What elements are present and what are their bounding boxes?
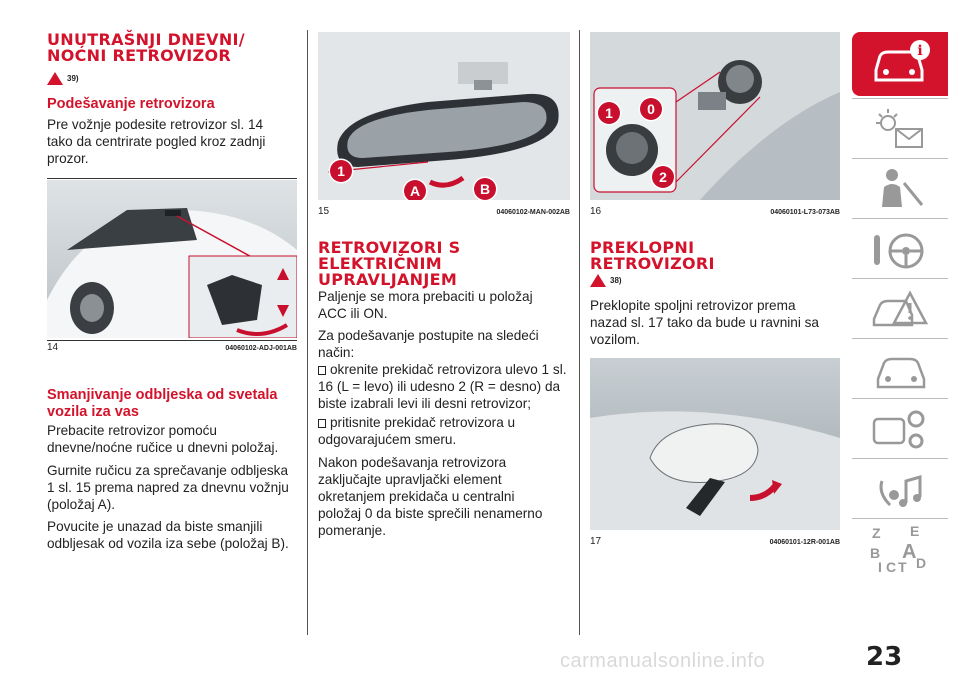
index-letter: T — [898, 559, 907, 575]
figure-17-caption — [590, 536, 840, 547]
index-letter: I — [878, 559, 882, 575]
watermark-text: carmanualsonline.info — [560, 650, 766, 672]
car-info-icon — [870, 38, 932, 88]
index-letter: A — [902, 541, 917, 563]
paragraph-mirror-adjust: Pre vožnje podesite retrovizor sl. 14 tako da centrirate pogled kroz zadnji prozor. — [47, 117, 266, 166]
figure-top-line — [47, 178, 297, 179]
paragraph-procedure: Za podešavanje postupite na sledeći način: — [318, 328, 539, 360]
figure-17-image — [590, 358, 840, 530]
bullet-2 — [318, 414, 570, 448]
sidebar-tab-technical-data[interactable] — [852, 398, 948, 458]
figure-16-image — [590, 32, 840, 200]
figure-14-caption — [47, 342, 297, 353]
svg-text:i: i — [917, 43, 923, 59]
index-letter: Z — [872, 525, 881, 541]
column-divider-2 — [579, 30, 580, 635]
bullet-1 — [318, 361, 570, 412]
bullet-1-text: okrenite prekidač retrovizora ulevo 1 sl. 16 (L = levo) ili udesno 2 (R = desno) da biste izabrali levi ili desni retrovizor; — [318, 362, 567, 411]
paragraph-glare-1: Prebacite retrovizor pomoću dnevne/noćne ručice u dnevni položaj. — [47, 423, 279, 455]
driving-icon — [870, 225, 932, 275]
paragraph-glare-3: Povucite je unazad da biste smanjili odbljesak od vozila iza sebe (položaj B). — [47, 519, 289, 551]
index-icon — [870, 525, 932, 577]
bullet-box-icon — [318, 366, 326, 375]
sidebar-tab-index[interactable] — [852, 518, 948, 582]
figure-code: 04060101-12R-001AB — [769, 539, 840, 546]
warning-triangle-icon — [47, 72, 63, 85]
paragraph-lock: Nakon podešavanja retrovizora zaključajte upravljački element okretanjem prekidača u centralni položaj 0 da biste sprečili nenamerno pomeranje. — [318, 455, 543, 538]
paragraph-glare-2: Gurnite ručicu za sprečavanje odbljeska 1 sl. 15 prema napred za dnevnu vožnju (položaj A). — [47, 463, 289, 512]
figure-number: 15 — [318, 206, 330, 217]
sidebar-tab-safety[interactable] — [852, 158, 948, 218]
bullet-2-text: pritisnite prekidač retrovizora u odgovarajućem smeru. — [318, 415, 516, 447]
marker-1: 1 — [598, 102, 620, 124]
warning-lights-icon — [870, 105, 932, 155]
warning-ref: 38) — [610, 276, 622, 285]
marker-a: A — [404, 180, 426, 200]
warning-note — [47, 72, 79, 85]
warning-note — [590, 274, 622, 287]
technical-data-icon — [870, 405, 932, 455]
figure-number: 16 — [590, 206, 602, 217]
paragraph-ignition: Paljenje se mora prebaciti u položaj ACC ili ON. — [318, 289, 533, 321]
index-letter: E — [910, 523, 920, 539]
sidebar-tab-driving[interactable] — [852, 218, 948, 278]
sidebar-tab-maintenance[interactable] — [852, 338, 948, 398]
figure-16-caption — [590, 206, 840, 217]
figure-bottom-line — [47, 340, 297, 341]
warning-triangle-icon — [590, 274, 606, 287]
section-heading-interior-mirror: UNUTRAŠNJI DNEVNI/ NOĆNI RETROVIZOR — [47, 30, 245, 65]
subheading-glare-reduction: Smanjivanje odbljeska od svetala vozila iza vas — [47, 387, 278, 420]
figure-code: 04060102-MAN-002AB — [496, 209, 570, 216]
column-divider-1 — [307, 30, 308, 635]
figure-code: 04060102-ADJ-001AB — [225, 345, 297, 352]
figure-15-image — [318, 32, 570, 200]
safety-icon — [870, 165, 932, 215]
multimedia-icon — [870, 465, 932, 515]
maintenance-icon — [870, 345, 932, 395]
page-number: 23 — [866, 642, 903, 672]
sidebar-tab-warning-lights[interactable] — [852, 98, 948, 158]
figure-code: 04060101-L73-073AB — [770, 209, 840, 216]
figure-14-image — [47, 180, 297, 338]
section-heading-folding-mirrors: PREKLOPNI RETROVIZORI — [590, 238, 715, 273]
marker-b: B — [474, 178, 496, 200]
figure-15-caption — [318, 206, 570, 217]
index-letter: C — [886, 559, 897, 575]
figure-number: 14 — [47, 342, 59, 353]
warning-ref: 39) — [67, 74, 79, 83]
index-letter: D — [916, 555, 927, 571]
marker-1: 1 — [330, 160, 352, 182]
emergency-icon — [870, 285, 932, 335]
subheading-mirror-adjust: Podešavanje retrovizora — [47, 96, 215, 112]
section-heading-electric-mirrors: RETROVIZORI S ELEKTRIČNIM UPRAVLJANJEM — [318, 238, 461, 289]
figure-number: 17 — [590, 536, 602, 547]
paragraph-folding: Preklopite spoljni retrovizor prema nazad sl. 17 tako da bude u ravnini sa vozilom. — [590, 298, 819, 347]
marker-0: 0 — [640, 98, 662, 120]
sidebar-tab-emergency[interactable] — [852, 278, 948, 338]
sidebar-tab-car-info[interactable] — [852, 32, 948, 96]
marker-2: 2 — [652, 166, 674, 188]
index-letter: B — [870, 545, 881, 561]
bullet-box-icon — [318, 419, 326, 428]
sidebar-tab-multimedia[interactable] — [852, 458, 948, 518]
